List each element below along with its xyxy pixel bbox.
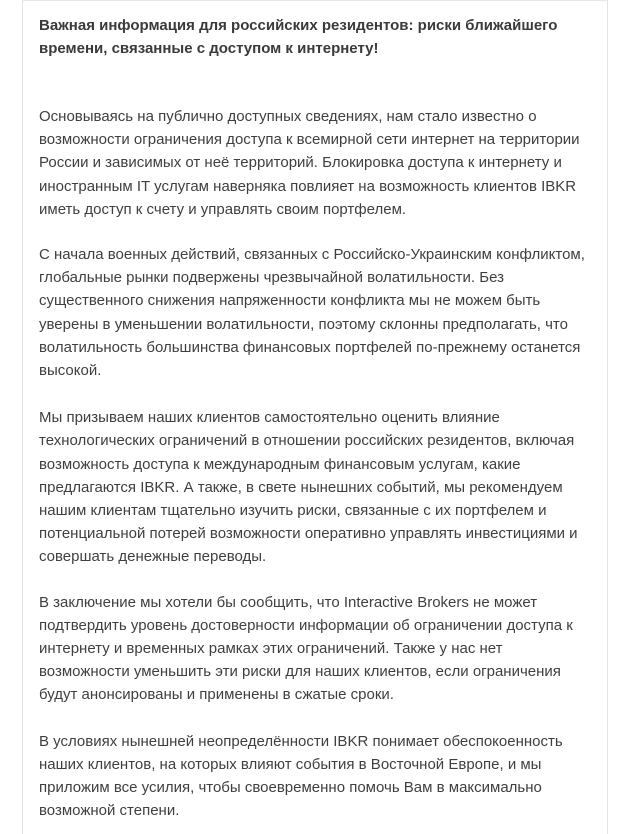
top-border — [22, 0, 608, 1]
paragraph-client-recommendation: Мы призываем наших клиентов самостоятельно оценить влияние технологических ограничений в отношении российских резидентов, включая возможность доступа к международным финансовым услугам, какие предлагаются IBKR. А также, в свете нынешних событий, мы рекомендуем нашим клиентам тщательно изучить риски, связанные с их портфелем и потенциальной потерей возможности оперативно управлять инвестициями и совершать денежные переводы. — [39, 409, 578, 566]
message-heading: Важная информация для российских резидентов: риски ближайшего времени, связанные с доступом к интернету! — [39, 17, 558, 57]
paragraph-internet-restrictions: Основываясь на публично доступных сведениях, нам стало известно о возможности ограничения доступа к всемирной сети интернет на территории России и зависимых от неё территорий. Блокировка доступа к интернету и иностранным IT услугам наверняка повлияет на возможность клиентов IBKR иметь доступ к счету и управлять своим портфелем. — [39, 108, 580, 218]
message-body — [39, 14, 591, 822]
paragraph-closing: В условиях нынешней неопределённости IBKR понимает обеспокоенность наших клиентов, на которых влияют события в Восточной Европе, и мы приложим все усилия, чтобы своевременно помочь Вам в максимально возможной степени. — [39, 732, 563, 820]
paragraph-market-volatility: С начала военных действий, связанных с Российско-Украинским конфликтом, глобальные рынки подвержены чрезвычайной волатильности. Без существенного снижения напряженности конфликта мы не можем быть уверены в уменьшении волатильности, поэтому склонны предполагать, что волатильность большинства финансовых портфелей по-прежнему останется высокой. — [39, 246, 585, 380]
paragraph-disclaimer: В заключение мы хотели бы сообщить, что Interactive Brokers не может подтвердить уровень достоверности информации об ограничении доступа к интернету и временных рамках этих ограничений. Также у нас нет возможности уменьшить эти риски для наших клиентов, если ограничения будут анонсированы и применены в сжатые сроки. — [39, 593, 573, 704]
left-border — [22, 0, 23, 834]
right-border — [607, 0, 608, 834]
